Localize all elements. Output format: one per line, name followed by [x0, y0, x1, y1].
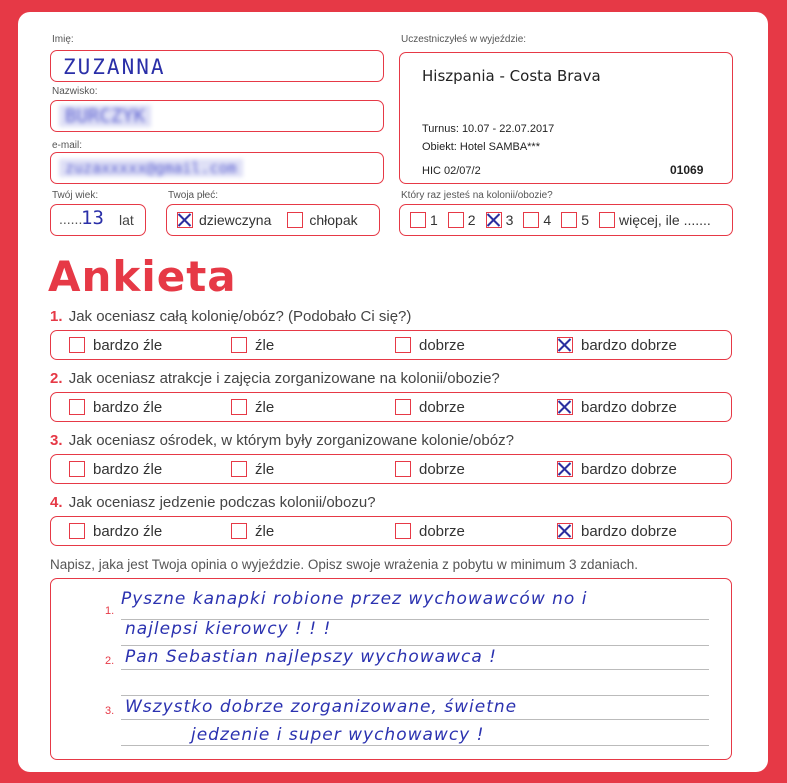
times-checkbox-3[interactable]	[486, 212, 502, 228]
question-2-answers	[50, 392, 732, 422]
gender-boy-checkbox[interactable]	[287, 212, 303, 228]
ruled-line	[121, 695, 709, 696]
q4-opt1-checkbox[interactable]	[69, 523, 85, 539]
trip-title: Hiszpania - Costa Brava	[422, 67, 601, 85]
q2-opt2-label: źle	[255, 398, 275, 416]
age-unit: lat	[119, 212, 134, 228]
times-checkbox-2[interactable]	[448, 212, 464, 228]
q1-opt3-label: dobrze	[419, 336, 465, 354]
handwriting-line-2: najlepsi kierowcy ! ! !	[125, 619, 332, 639]
question-1	[50, 308, 411, 325]
times-label-3: 3	[505, 212, 514, 228]
question-4-text: Jak oceniasz jedzenie podczas kolonii/obozu?	[68, 494, 376, 511]
question-2-text: Jak oceniasz atrakcje i zajęcia zorganizowane na kolonii/obozie?	[68, 370, 500, 387]
line-number-3: 3.	[105, 705, 115, 717]
question-4-answers	[50, 516, 732, 546]
question-2	[50, 370, 500, 387]
q1-opt1-checkbox[interactable]	[69, 337, 85, 353]
question-4	[50, 494, 376, 511]
question-3-answers	[50, 454, 732, 484]
ruled-line	[121, 645, 709, 646]
q2-opt4-label: bardzo dobrze	[581, 398, 677, 416]
q1-opt4-checkbox[interactable]	[557, 337, 573, 353]
times-checkbox-1[interactable]	[410, 212, 426, 228]
question-3	[50, 432, 514, 449]
survey-title: Ankieta	[48, 252, 237, 301]
trip-label: Uczestniczyłeś w wyjeździe:	[401, 34, 527, 45]
age-field[interactable]	[50, 204, 146, 236]
line-number-1: 1.	[105, 605, 115, 617]
handwriting-line-5: jedzenie i super wychowawcy !	[191, 725, 485, 745]
q3-opt2-checkbox[interactable]	[231, 461, 247, 477]
q4-opt2-checkbox[interactable]	[231, 523, 247, 539]
trip-turnus: Turnus: 10.07 - 22.07.2017	[422, 123, 555, 135]
name-label: Imię:	[52, 34, 74, 45]
gender-girl-label: dziewczyna	[199, 212, 272, 228]
opinion-box[interactable]	[50, 578, 732, 760]
q1-opt4-label: bardzo dobrze	[581, 336, 677, 354]
name-value: ZUZANNA	[63, 55, 166, 79]
q3-opt3-label: dobrze	[419, 460, 465, 478]
q4-opt2-label: źle	[255, 522, 275, 540]
q1-opt3-checkbox[interactable]	[395, 337, 411, 353]
email-value: zuzaxxxxx@gmail.com	[59, 159, 243, 177]
q2-opt2-checkbox[interactable]	[231, 399, 247, 415]
opinion-prompt: Napisz, jaka jest Twoja opinia o wyjeździe. Opisz swoje wrażenia z pobytu w minimum 3 zdaniach.	[50, 557, 639, 572]
gender-girl-checkbox[interactable]	[177, 212, 193, 228]
times-label-1: 1	[430, 212, 438, 228]
times-label-5: 5	[581, 212, 589, 228]
q2-opt4-checkbox[interactable]	[557, 399, 573, 415]
q4-opt1-label: bardzo źle	[93, 522, 163, 540]
survey-sheet	[18, 12, 768, 772]
q4-opt4-label: bardzo dobrze	[581, 522, 677, 540]
question-1-number: 1.	[50, 308, 63, 325]
question-1-text: Jak oceniasz całą kolonię/obóz? (Podobało Ci się?)	[68, 308, 412, 325]
name-field[interactable]	[50, 50, 384, 82]
ruled-line	[121, 669, 709, 670]
times-label-2: 2	[467, 212, 476, 228]
q3-opt2-label: źle	[255, 460, 275, 478]
q1-opt2-checkbox[interactable]	[231, 337, 247, 353]
surname-field[interactable]	[50, 100, 384, 132]
times-label: Który raz jesteś na kolonii/obozie?	[401, 190, 553, 201]
gender-label: Twoja płeć:	[168, 190, 219, 201]
q3-opt4-checkbox[interactable]	[557, 461, 573, 477]
ruled-line	[121, 719, 709, 720]
times-checkbox-5[interactable]	[561, 212, 577, 228]
gender-field	[166, 204, 380, 236]
handwriting-line-4: Wszystko dobrze zorganizowane, świetne	[125, 697, 518, 717]
q1-opt2-label: źle	[255, 336, 275, 354]
question-3-text: Jak oceniasz ośrodek, w którym były zorganizowane kolonie/obóz?	[68, 432, 514, 449]
trip-number: 01069	[670, 163, 704, 177]
surname-label: Nazwisko:	[52, 86, 98, 97]
age-dots: ......	[59, 211, 83, 227]
question-4-number: 4.	[50, 494, 63, 511]
q3-opt4-label: bardzo dobrze	[581, 460, 677, 478]
q2-opt1-checkbox[interactable]	[69, 399, 85, 415]
handwriting-line-3: Pan Sebastian najlepszy wychowawca !	[125, 647, 497, 667]
q4-opt4-checkbox[interactable]	[557, 523, 573, 539]
email-label: e-mail:	[52, 140, 83, 151]
handwriting-line-1: Pyszne kanapki robione przez wychowawców no i	[121, 589, 588, 609]
age-label: Twój wiek:	[52, 190, 99, 201]
times-label-more: więcej, ile .......	[618, 212, 711, 228]
q3-opt1-label: bardzo źle	[93, 460, 163, 478]
q4-opt3-label: dobrze	[419, 522, 465, 540]
gender-boy-label: chłopak	[309, 212, 358, 228]
times-label-4: 4	[543, 212, 552, 228]
times-checkbox-4[interactable]	[523, 212, 539, 228]
ruled-line	[121, 745, 709, 746]
trip-obiekt: Obiekt: Hotel SAMBA***	[422, 141, 540, 153]
times-checkbox-more[interactable]	[599, 212, 615, 228]
q3-opt3-checkbox[interactable]	[395, 461, 411, 477]
q2-opt3-label: dobrze	[419, 398, 465, 416]
surname-value: BURCZYK	[59, 105, 151, 127]
q2-opt3-checkbox[interactable]	[395, 399, 411, 415]
line-number-2: 2.	[105, 655, 115, 667]
question-2-number: 2.	[50, 370, 63, 387]
q3-opt1-checkbox[interactable]	[69, 461, 85, 477]
times-field	[399, 204, 733, 236]
age-value: 13	[81, 207, 104, 229]
q4-opt3-checkbox[interactable]	[395, 523, 411, 539]
trip-info-box	[399, 52, 733, 184]
q1-opt1-label: bardzo źle	[93, 336, 163, 354]
question-3-number: 3.	[50, 432, 63, 449]
trip-code: HIC 02/07/2	[422, 165, 481, 177]
question-1-answers	[50, 330, 732, 360]
q2-opt1-label: bardzo źle	[93, 398, 163, 416]
email-field[interactable]	[50, 152, 384, 184]
